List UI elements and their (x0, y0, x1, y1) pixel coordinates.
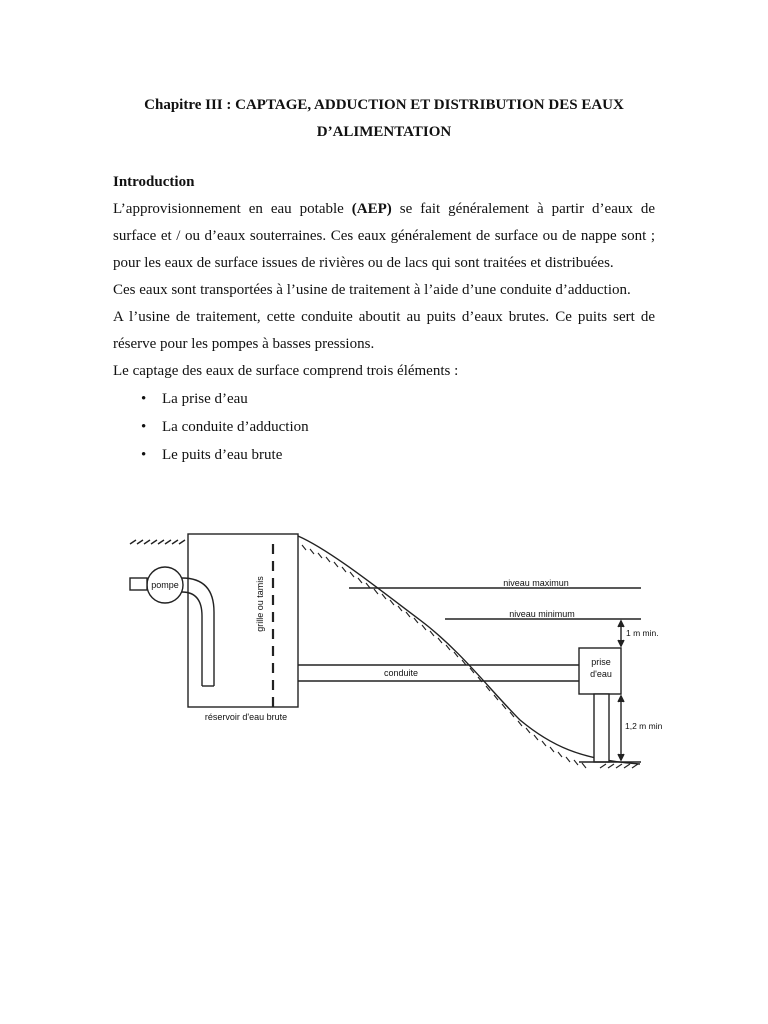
pump-outlet-stub (130, 578, 147, 590)
paragraph-line: pour les eaux de surface issues de rivières ou de lacs qui sont traitées et distribuées. (113, 255, 614, 271)
reservoir-label: réservoir d'eau brute (204, 712, 288, 722)
list-item-label: Le puits d’eau brute (162, 447, 283, 463)
ground-left-hatching (130, 540, 185, 544)
paragraph-line: A l’usine de traitement, cette conduite aboutit au puits d’eaux brutes. Ce puits sert de (113, 309, 655, 325)
paragraph-line: surface et / ou d’eaux souterraines. Ces eaux généralement de surface ou de nappe sont ; (113, 228, 655, 244)
text-run: se fait généralement à partir d’eaux de (391, 201, 655, 217)
max-level-label: niveau maximun (503, 578, 569, 588)
section-heading: Introduction (113, 174, 195, 190)
chapter-title-line-2: D’ALIMENTATION (316, 124, 452, 140)
paragraph-line: Ces eaux sont transportées à l’usine de traitement à l’aide d’une conduite d’adduction. (113, 282, 631, 298)
suction-pipe-outer (182, 578, 214, 686)
list-item-label: La conduite d’adduction (162, 419, 309, 435)
list-item-label: La prise d’eau (162, 391, 248, 407)
conduit-label: conduite (383, 668, 419, 678)
bullet-icon: • (141, 447, 147, 463)
reservoir-box (188, 534, 298, 707)
grille-label: grille ou tamis (255, 576, 265, 632)
bullet-icon: • (141, 419, 147, 435)
paragraph-line: Le captage des eaux de surface comprend trois éléments : (113, 363, 459, 379)
aep-acronym: (AEP) (351, 201, 392, 217)
dimension-1m-label: 1 m min. (626, 628, 659, 638)
min-level-label: niveau minimum (509, 609, 575, 619)
intake-label-line-2: d'eau (590, 669, 612, 679)
paragraph-line: réserve pour les pompes à basses pressions. (113, 336, 375, 352)
intake-label-line-1: prise (591, 657, 611, 667)
text-run: L’approvisionnement en eau potable (113, 201, 352, 217)
bullet-icon: • (141, 391, 147, 407)
water-intake-pillar (594, 694, 609, 762)
dimension-12m-label: 1,2 m min (625, 721, 663, 731)
pump-label: pompe (151, 580, 179, 590)
suction-pipe-inner (182, 592, 202, 686)
chapter-title-line-1: Chapitre III : CAPTAGE, ADDUCTION ET DISTRIBUTION DES EAUX (144, 97, 624, 113)
